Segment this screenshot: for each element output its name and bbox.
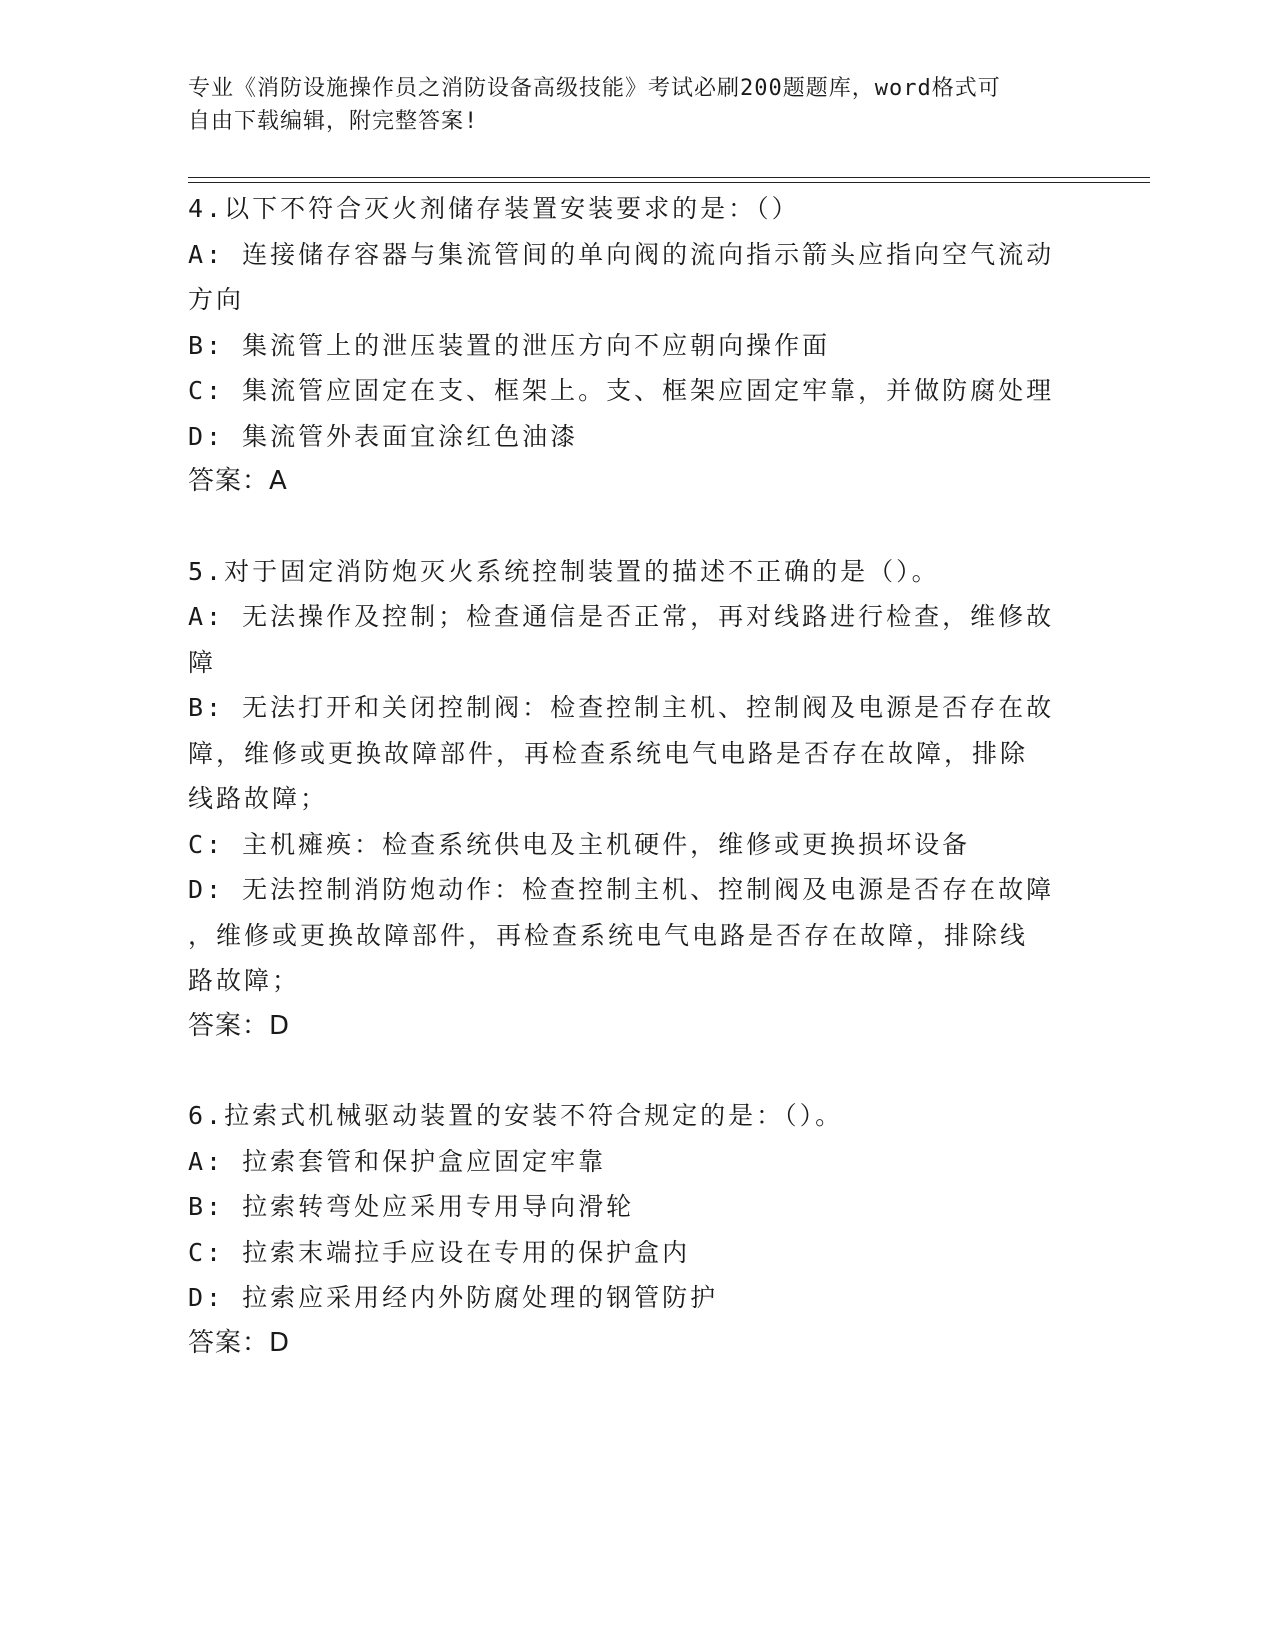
option-d: [188, 414, 1088, 460]
question-list: [188, 186, 1088, 1410]
answer-label: 答案：A: [188, 466, 288, 496]
answer-label: 答案：D: [188, 1010, 291, 1041]
header-line-2: 自由下载编辑，附完整答案!: [188, 109, 479, 134]
option-line: ，维修或更换故障部件，再检查系统电气电路是否存在故障，排除线: [188, 920, 1029, 950]
option-a: [188, 594, 1088, 685]
question-6: [188, 1093, 1088, 1366]
option-line: C: 拉索末端拉手应设在专用的保护盒内: [188, 1237, 691, 1267]
option-line: D: 拉索应采用经内外防腐处理的钢管防护: [188, 1283, 719, 1312]
option-line: 障，维修或更换故障部件，再检查系统电气电路是否存在故障，排除: [188, 738, 1029, 768]
option-b: [188, 323, 1088, 369]
option-a: [188, 232, 1088, 323]
question-stem: 4.以下不符合灭火剂储存装置安装要求的是：（）: [188, 194, 800, 223]
option-line: B: 集流管上的泄压装置的泄压方向不应朝向操作面: [188, 330, 831, 360]
option-d: [188, 867, 1088, 1004]
option-line: B: 无法打开和关闭控制阀：检查控制主机、控制阀及电源是否存在故: [188, 693, 1055, 722]
document-header: [188, 72, 1068, 138]
header-divider-bottom: [188, 182, 1150, 183]
option-line: 方向: [188, 285, 245, 314]
option-line: A: 无法操作及控制；检查通信是否正常，再对线路进行检查，维修故: [188, 602, 1055, 631]
option-d: [188, 1275, 1088, 1321]
question-stem: 5.对于固定消防炮灭火系统控制装置的描述不正确的是（）。: [188, 556, 940, 586]
option-line: C: 集流管应固定在支、框架上。支、框架应固定牢靠，并做防腐处理: [188, 376, 1055, 405]
option-line: A: 拉索套管和保护盒应固定牢靠: [188, 1146, 607, 1176]
option-b: [188, 1184, 1088, 1230]
option-line: 障: [188, 647, 217, 677]
question-stem: 6.拉索式机械驱动装置的安装不符合规定的是：（）。: [188, 1101, 844, 1130]
option-b: [188, 685, 1088, 822]
option-c: [188, 822, 1088, 868]
header-line-1: 专业《消防设施操作员之消防设备高级技能》考试必刷200题题库，word格式可: [188, 76, 1001, 101]
question-4: [188, 186, 1088, 505]
option-a: [188, 1139, 1088, 1185]
option-line: C: 主机瘫痪：检查系统供电及主机硬件，维修或更换损坏设备: [188, 829, 971, 859]
option-c: [188, 368, 1088, 414]
answer-label: 答案：D: [188, 1327, 291, 1358]
option-line: A: 连接储存容器与集流管间的单向阀的流向指示箭头应指向空气流动: [188, 239, 1055, 269]
question-5: [188, 549, 1088, 1050]
option-line: 路故障；: [188, 966, 301, 995]
option-line: 线路故障；: [188, 784, 329, 813]
option-line: D: 无法控制消防炮动作：检查控制主机、控制阀及电源是否存在故障: [188, 875, 1055, 904]
option-c: [188, 1230, 1088, 1276]
option-line: D: 集流管外表面宜涂红色油漆: [188, 421, 579, 451]
option-line: B: 拉索转弯处应采用专用导向滑轮: [188, 1192, 635, 1221]
header-divider-top: [188, 177, 1150, 178]
